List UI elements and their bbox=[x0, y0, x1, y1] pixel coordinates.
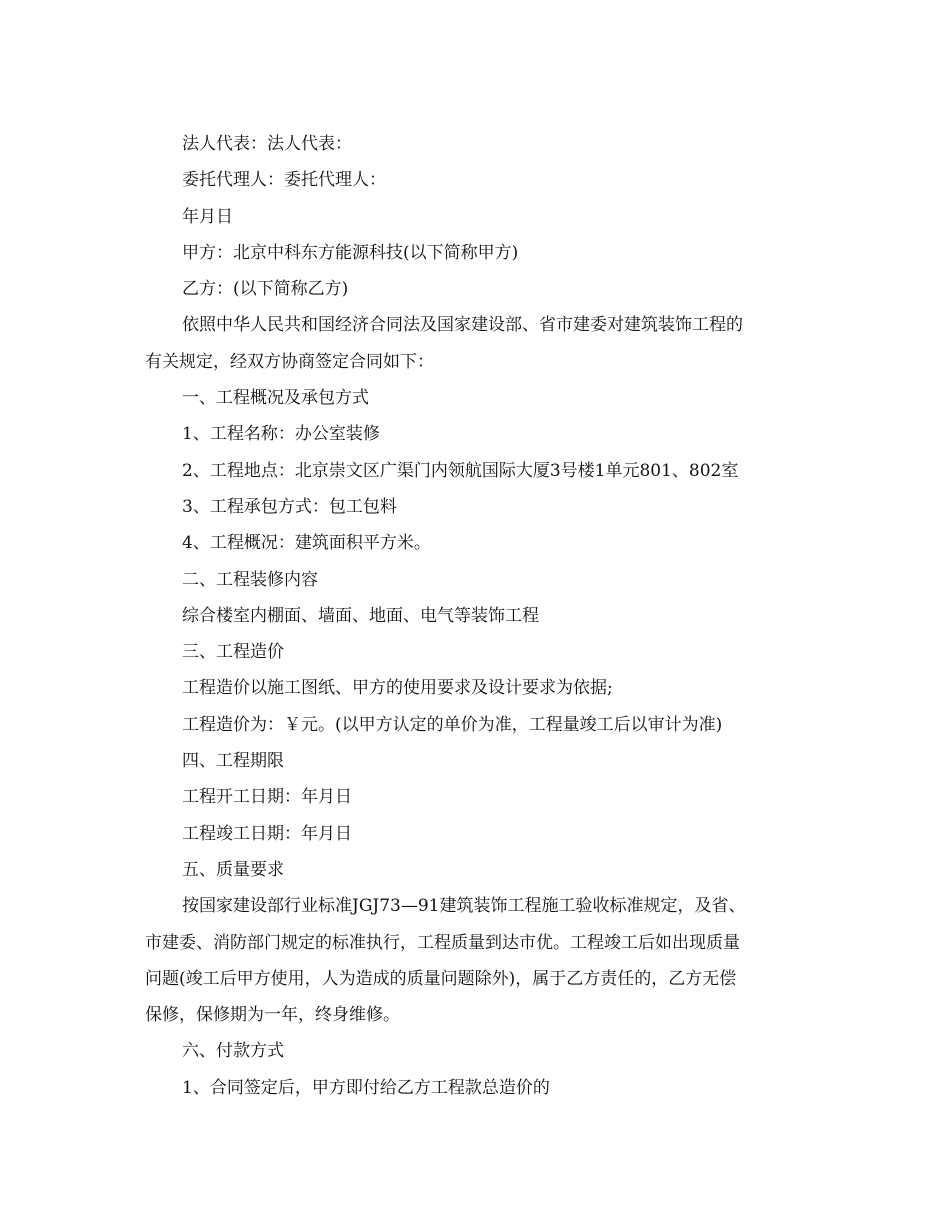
section4-line: 工程竣工日期：年月日 bbox=[182, 823, 352, 844]
section-heading-6: 六、付款方式 bbox=[182, 1041, 284, 1062]
legal-representative-line: 法人代表：法人代表： bbox=[182, 134, 352, 154]
quality-paragraph-line: 问题(竣工后甲方使用，人为造成的质量问题除外)，属于乙方责任的，乙方无偿 bbox=[145, 968, 737, 989]
intro-paragraph bbox=[145, 307, 805, 380]
contract-body bbox=[145, 126, 805, 1106]
quality-paragraph-line: 保修，保修期为一年，终身维修。 bbox=[145, 1005, 400, 1026]
party-a-line: 甲方：北京中科东方能源科技(以下简称甲方) bbox=[182, 242, 519, 263]
section1-item: 1、工程名称：办公室装修 bbox=[182, 424, 380, 445]
section3-line: 工程造价为：￥元。(以甲方认定的单价为准，工程量竣工后以审计为准) bbox=[182, 714, 723, 735]
section-heading-4: 四、工程期限 bbox=[182, 751, 284, 772]
section3-line: 工程造价以施工图纸、甲方的使用要求及设计要求为依据; bbox=[182, 678, 613, 699]
section-heading-5: 五、质量要求 bbox=[182, 859, 284, 880]
section1-item: 3、工程承包方式：包工包料 bbox=[182, 496, 397, 517]
intro-paragraph-line: 有关规定，经双方协商签定合同如下： bbox=[145, 351, 434, 372]
date-line: 年月日 bbox=[182, 206, 233, 227]
section4-line: 工程开工日期：年月日 bbox=[182, 787, 352, 808]
quality-paragraph bbox=[145, 888, 805, 1033]
section1-item: 2、工程地点：北京崇文区广渠门内领航国际大厦3号楼1单元801、802室 bbox=[182, 460, 739, 481]
section1-item: 4、工程概况：建筑面积平方米。 bbox=[182, 533, 431, 554]
section6-item: 1、合同签定后，甲方即付给乙方工程款总造价的 bbox=[182, 1077, 550, 1098]
section2-content: 综合楼室内棚面、墙面、地面、电气等装饰工程 bbox=[182, 605, 539, 626]
section-heading-2: 二、工程装修内容 bbox=[182, 569, 318, 590]
section-heading-3: 三、工程造价 bbox=[182, 642, 284, 663]
quality-paragraph-line: 市建委、消防部门规定的标准执行，工程质量到达市优。工程竣工后如出现质量 bbox=[145, 932, 740, 953]
section-heading-1: 一、工程概况及承包方式 bbox=[182, 388, 369, 409]
authorized-agent-line: 委托代理人：委托代理人： bbox=[182, 170, 386, 191]
intro-paragraph-line: 依照中华人民共和国经济合同法及国家建设部、省市建委对建筑装饰工程的 bbox=[182, 315, 743, 336]
quality-paragraph-line: 按国家建设部行业标准JGJ73—91建筑装饰工程施工验收标准规定，及省、 bbox=[182, 896, 746, 917]
party-b-line: 乙方：(以下简称乙方) bbox=[182, 279, 349, 300]
